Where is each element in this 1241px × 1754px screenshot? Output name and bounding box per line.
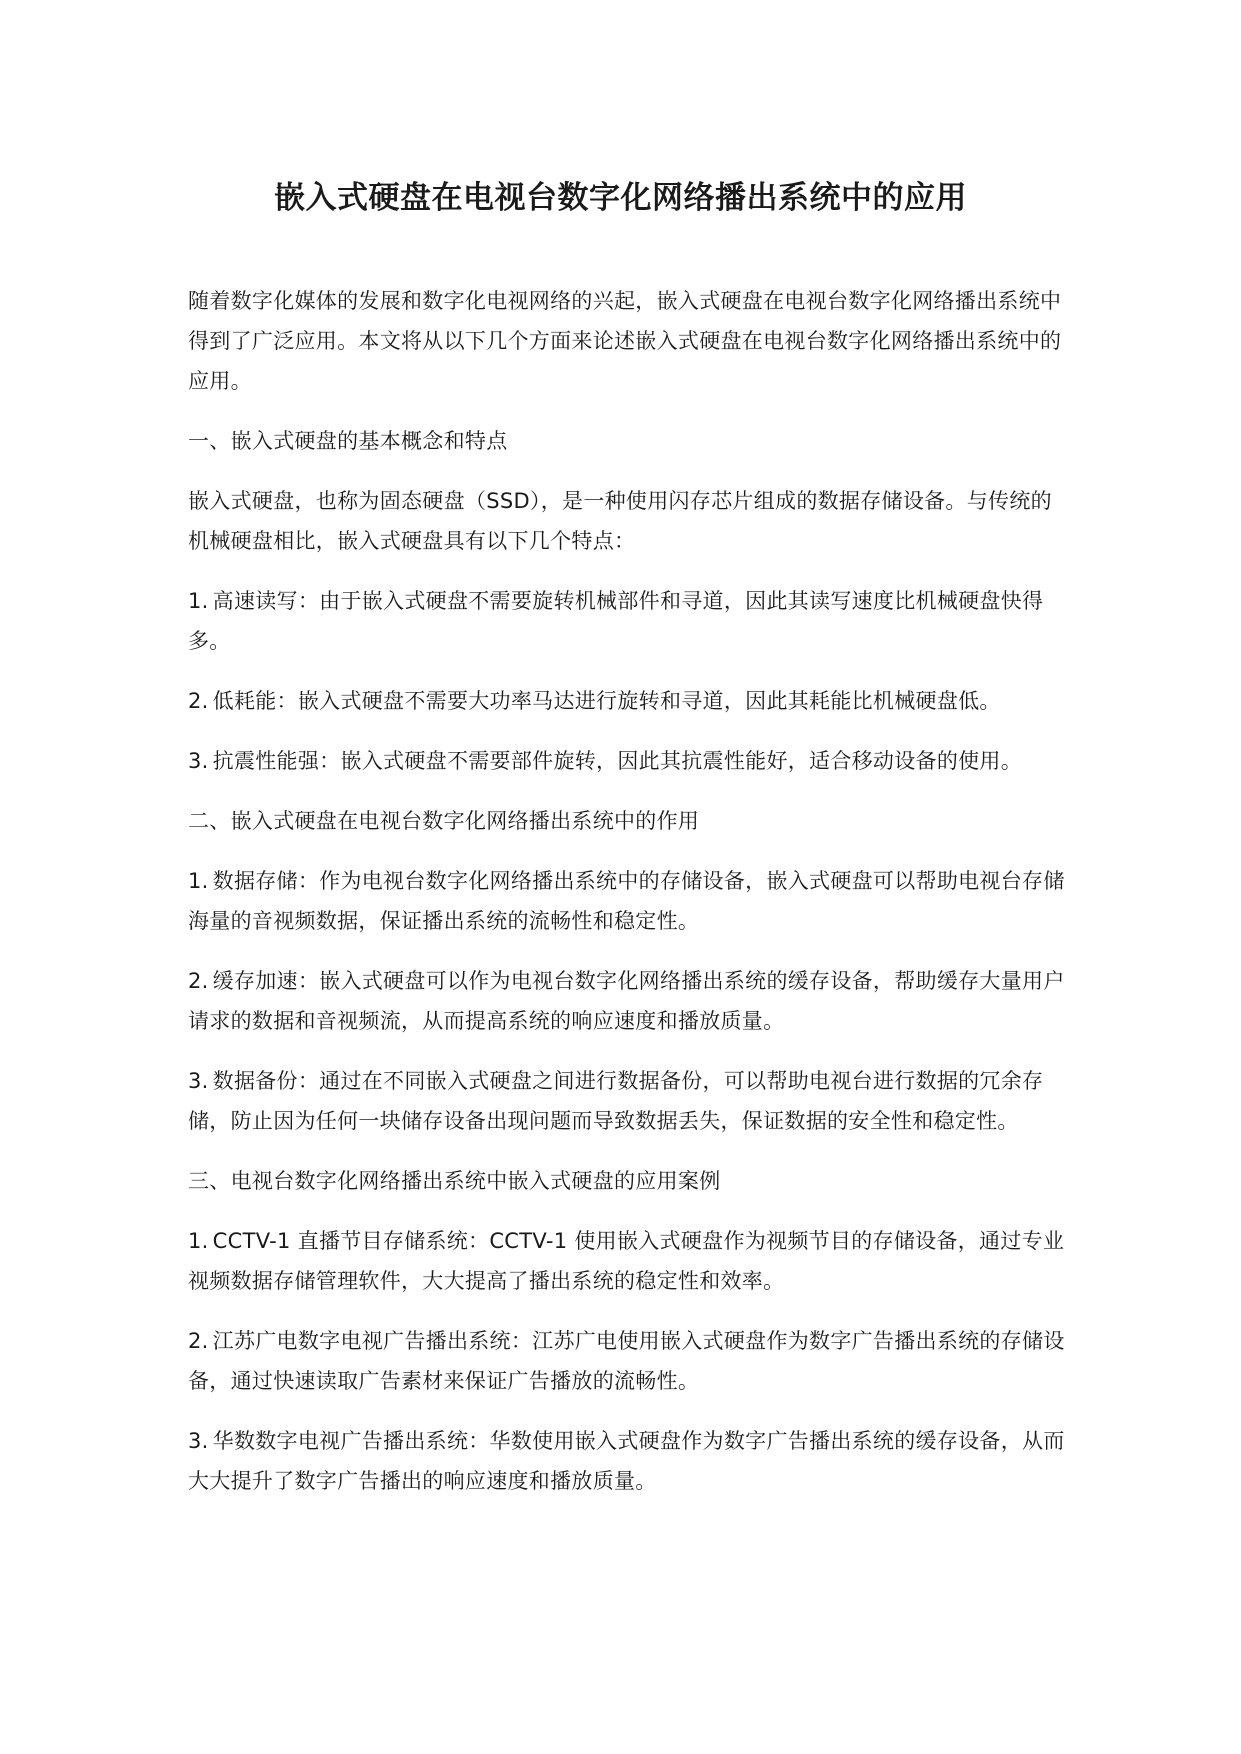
section-heading: 一、嵌入式硬盘的基本概念和特点 bbox=[188, 429, 508, 453]
list-item bbox=[188, 581, 1068, 661]
list-item-text: 抗震性能强：嵌入式硬盘不需要部件旋转，因此其抗震性能好，适合移动设备的使用。 bbox=[212, 749, 1023, 773]
list-item bbox=[188, 681, 1068, 721]
list-item-text: 华数数字电视广告播出系统：华数使用嵌入式硬盘作为数字广告播出系统的缓存设备，从而大大提升了数字广告播出的响应速度和播放质量。 bbox=[188, 1429, 1065, 1493]
list-item-number: 2. bbox=[188, 1329, 209, 1353]
list-item-text: 低耗能：嵌入式硬盘不需要大功率马达进行旋转和寻道，因此其耗能比机械硬盘低。 bbox=[212, 689, 1001, 713]
list-item bbox=[188, 1221, 1068, 1301]
document-body bbox=[188, 281, 1068, 1521]
list-item-text: 缓存加速：嵌入式硬盘可以作为电视台数字化网络播出系统的缓存设备，帮助缓存大量用户请求的数据和音视频流，从而提高系统的响应速度和播放质量。 bbox=[188, 969, 1065, 1033]
list-item bbox=[188, 1421, 1068, 1501]
section-heading: 三、电视台数字化网络播出系统中嵌入式硬盘的应用案例 bbox=[188, 1169, 721, 1193]
list-item-text: 江苏广电数字电视广告播出系统：江苏广电使用嵌入式硬盘作为数字广告播出系统的存储设备，通过快速读取广告素材来保证广告播放的流畅性。 bbox=[188, 1329, 1065, 1393]
list-item bbox=[188, 861, 1068, 941]
list-item-number: 3. bbox=[188, 1069, 209, 1093]
list-item-number: 3. bbox=[188, 1429, 209, 1453]
list-item-number: 1. bbox=[188, 589, 209, 613]
list-item-text: 高速读写：由于嵌入式硬盘不需要旋转机械部件和寻道，因此其读写速度比机械硬盘快得多。 bbox=[188, 589, 1044, 653]
list-item bbox=[188, 1061, 1068, 1141]
list-item-text: CCTV-1 直播节目存储系统：CCTV-1 使用嵌入式硬盘作为视频节目的存储设备，通过专业视频数据存储管理软件，大大提高了播出系统的稳定性和效率。 bbox=[188, 1229, 1065, 1293]
list-item-number: 2. bbox=[188, 689, 209, 713]
intro-paragraph: 随着数字化媒体的发展和数字化电视网络的兴起，嵌入式硬盘在电视台数字化网络播出系统中得到了广泛应用。本文将从以下几个方面来论述嵌入式硬盘在电视台数字化网络播出系统中的应用。 bbox=[188, 289, 1062, 393]
list-item-text: 数据备份：通过在不同嵌入式硬盘之间进行数据备份，可以帮助电视台进行数据的冗余存储，防止因为任何一块储存设备出现问题而导致数据丢失，保证数据的安全性和稳定性。 bbox=[188, 1069, 1044, 1133]
list-item-number: 1. bbox=[188, 1229, 209, 1253]
list-item bbox=[188, 961, 1068, 1041]
section-paragraph: 嵌入式硬盘，也称为固态硬盘（SSD），是一种使用闪存芯片组成的数据存储设备。与传统的机械硬盘相比，嵌入式硬盘具有以下几个特点： bbox=[188, 489, 1052, 553]
list-item bbox=[188, 1321, 1068, 1401]
document-title: 嵌入式硬盘在电视台数字化网络播出系统中的应用 bbox=[274, 180, 967, 216]
section-heading: 二、嵌入式硬盘在电视台数字化网络播出系统中的作用 bbox=[188, 809, 700, 833]
list-item bbox=[188, 741, 1068, 781]
list-item-number: 2. bbox=[188, 969, 209, 993]
list-item-number: 3. bbox=[188, 749, 209, 773]
list-item-number: 1. bbox=[188, 869, 209, 893]
list-item-text: 数据存储：作为电视台数字化网络播出系统中的存储设备，嵌入式硬盘可以帮助电视台存储海量的音视频数据，保证播出系统的流畅性和稳定性。 bbox=[188, 869, 1065, 933]
